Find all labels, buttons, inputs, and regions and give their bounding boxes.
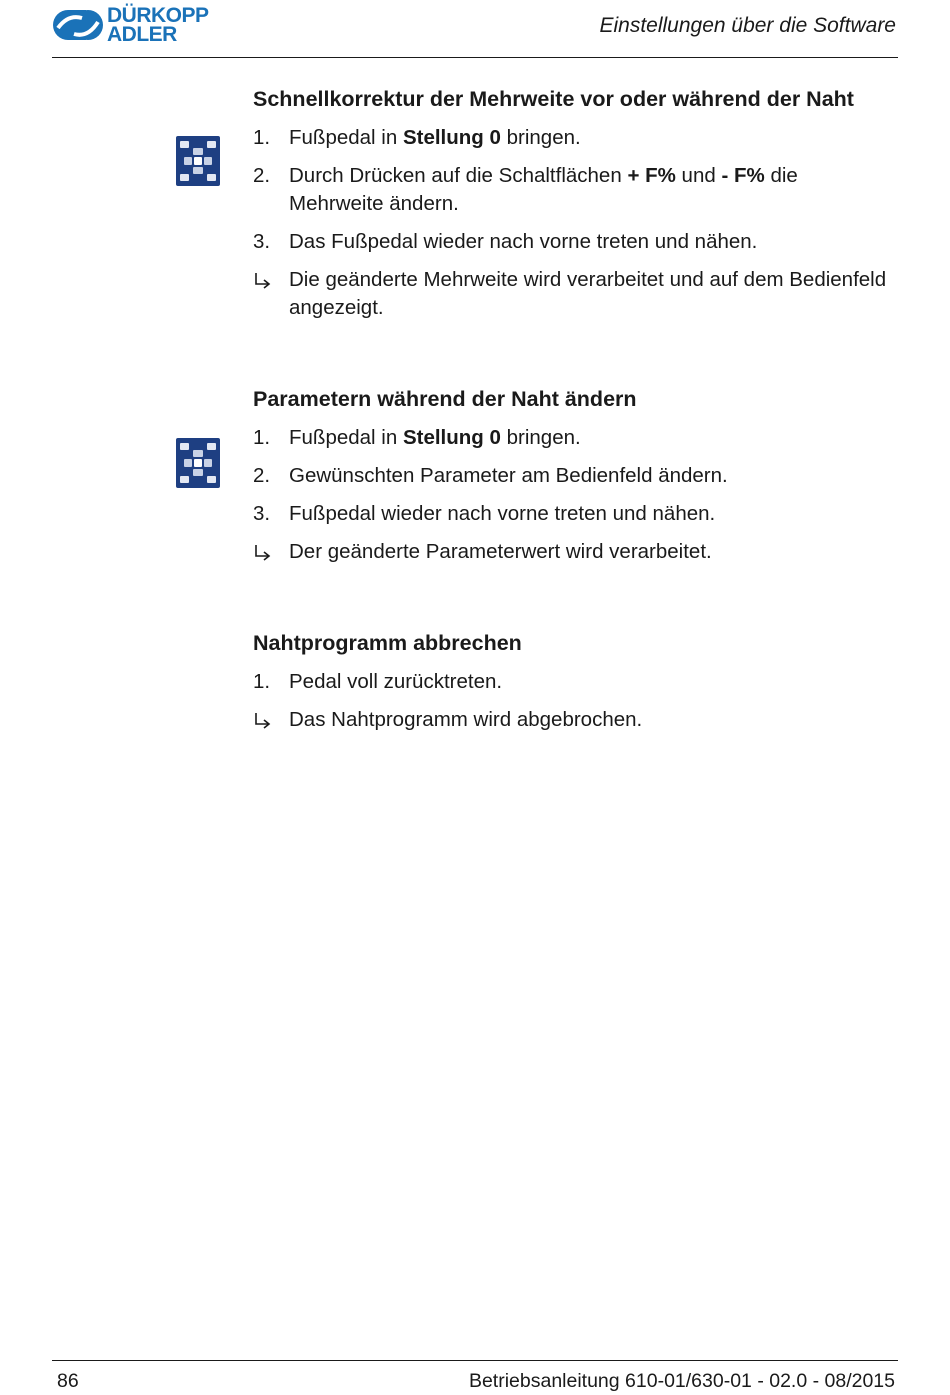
step-text: bringen. <box>500 126 581 149</box>
step-item <box>253 668 898 696</box>
page-number: 86 <box>57 1370 79 1392</box>
section-abort-program <box>253 630 898 744</box>
result-text: Die geänderte Mehrweite wird verarbeitet und auf dem Bedienfeld angezeigt. <box>289 268 887 319</box>
document-info: Betriebsanleitung 610-01/630-01 - 02.0 - 08/2015 <box>468 1370 895 1392</box>
step-text: Fußpedal in <box>289 126 403 149</box>
step-text: die Mehrweite ändern. <box>289 164 798 215</box>
section-quick-correction <box>253 86 898 332</box>
section-heading: Nahtprogramm abbrechen <box>253 631 522 655</box>
step-text: Pedal voll zurücktreten. <box>289 670 503 693</box>
step-number: 2. <box>253 164 271 187</box>
section-heading: Schnellkorrektur der Mehrweite vor oder während der Naht <box>253 87 854 111</box>
step-number: 2. <box>253 464 271 487</box>
result-text: Der geänderte Parameterwert wird verarbeitet. <box>289 540 712 563</box>
step-item <box>253 500 898 528</box>
result-text: Das Nahtprogramm wird abgebrochen. <box>289 708 643 731</box>
brand-logo <box>52 4 209 46</box>
brand-line-1: DÜRKOPP <box>107 4 209 27</box>
brand-name <box>107 6 209 44</box>
step-item <box>253 162 898 218</box>
step-emphasis: Stellung 0 <box>402 126 501 149</box>
step-text: Durch Drücken auf die Schaltflächen <box>289 164 628 187</box>
step-number: 1. <box>253 126 271 149</box>
step-text: Fußpedal in <box>289 426 403 449</box>
section-parameter-change <box>253 386 898 576</box>
step-item <box>253 424 898 452</box>
step-item <box>253 228 898 256</box>
step-number: 3. <box>253 230 271 253</box>
footer-divider <box>52 1360 898 1361</box>
step-text: und <box>675 164 722 187</box>
result-item <box>253 266 898 322</box>
result-arrow-icon <box>253 543 273 563</box>
step-emphasis: - F% <box>721 164 765 187</box>
result-arrow-icon <box>253 271 273 291</box>
step-number: 3. <box>253 502 271 525</box>
result-item <box>253 706 898 734</box>
result-item <box>253 538 898 566</box>
step-text: Fußpedal wieder nach vorne treten und nähen. <box>289 502 716 525</box>
brand-line-2: ADLER <box>107 23 177 46</box>
step-text: Gewünschten Parameter am Bedienfeld ändern. <box>289 464 728 487</box>
step-number: 1. <box>253 670 271 693</box>
section-heading: Parametern während der Naht ändern <box>253 387 637 411</box>
step-text: Das Fußpedal wieder nach vorne treten und nähen. <box>289 230 758 253</box>
duerkopp-adler-logo-icon <box>52 4 104 46</box>
control-panel-icon <box>176 438 220 488</box>
result-arrow-icon <box>253 711 273 731</box>
step-emphasis: + F% <box>627 164 676 187</box>
control-panel-icon <box>176 136 220 186</box>
step-emphasis: Stellung 0 <box>402 426 501 449</box>
step-item <box>253 462 898 490</box>
step-number: 1. <box>253 426 271 449</box>
step-text: bringen. <box>500 426 581 449</box>
step-item <box>253 124 898 152</box>
header-divider <box>52 57 898 58</box>
page-header-title: Einstellungen über die Software <box>599 14 896 37</box>
